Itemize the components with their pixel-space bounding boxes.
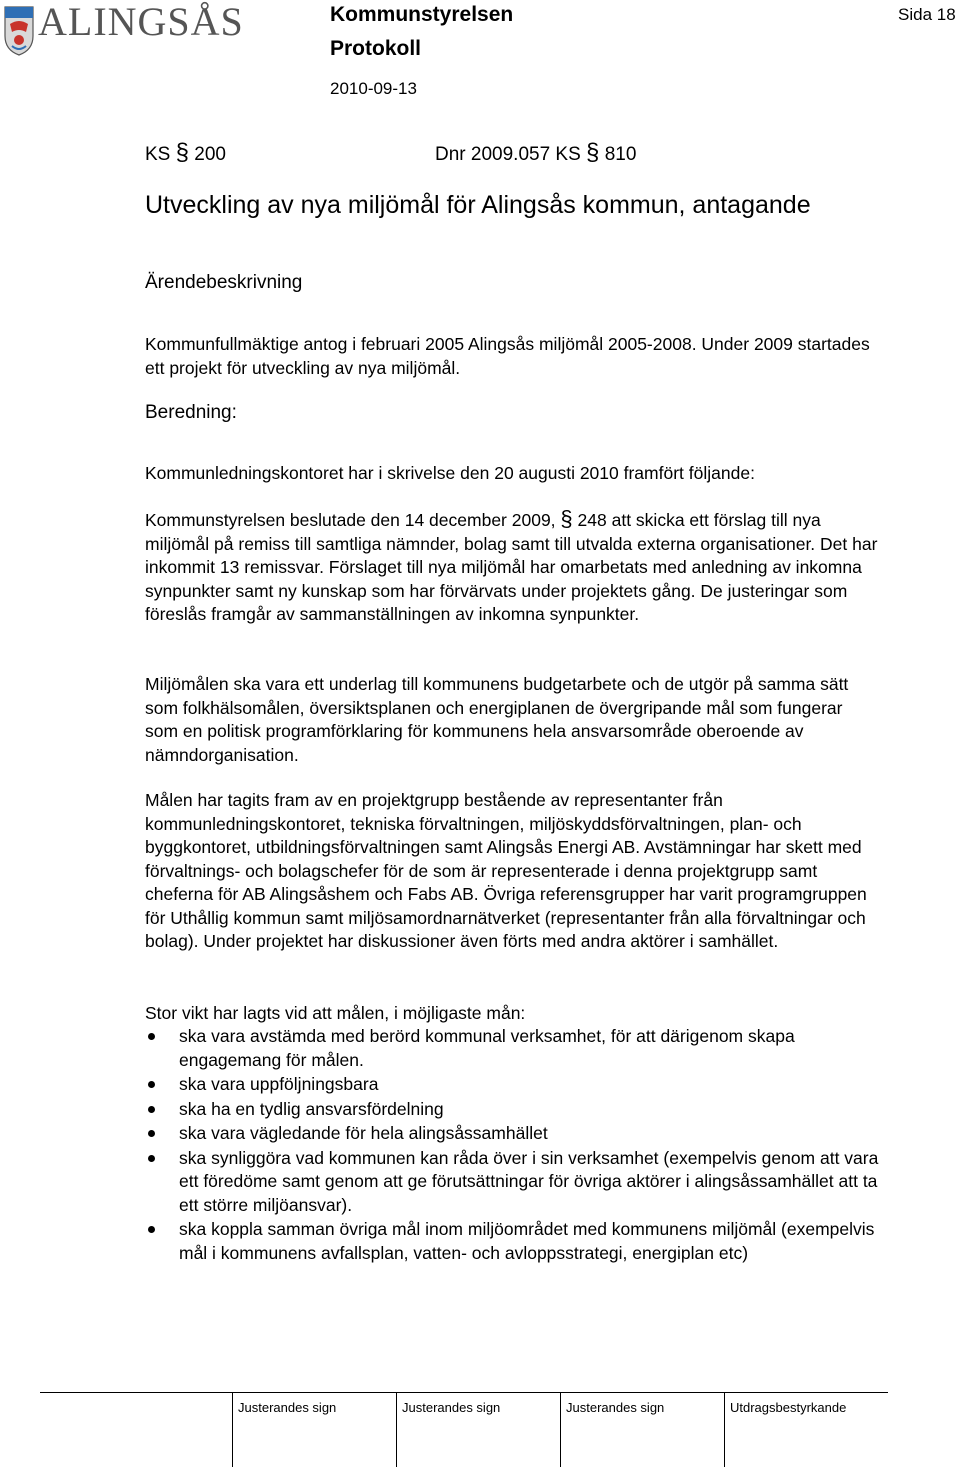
footer-divider <box>40 1392 888 1393</box>
section-heading-arendebeskrivning: Ärendebeskrivning <box>145 272 303 293</box>
footer-sign-3: Justerandes sign <box>566 1400 665 1415</box>
coat-of-arms-icon <box>4 6 34 56</box>
section-sign-icon: § <box>175 139 189 166</box>
list-item: ska vara uppföljningsbara <box>145 1073 890 1097</box>
list-item: ska synliggöra vad kommunen kan råda över i sin verksamhet (exempelvis genom att vara ett föredöme samt genom att ge förutsättningar för övriga aktörer i alingsåssamhället att ta ett större miljöansvar). <box>145 1147 890 1218</box>
paragraph-2 <box>145 506 880 627</box>
list-item: ska vara avstämda med berörd kommunal verksamhet, för att därigenom skapa engagemang för målen. <box>145 1025 890 1072</box>
section-heading-beredning: Beredning: <box>145 402 237 423</box>
paragraph-5: Stor vikt har lagts vid att målen, i möjligaste mån: <box>145 1003 526 1023</box>
dnr-code: 810 <box>604 144 637 165</box>
goals-list <box>145 1025 890 1266</box>
footer-column-divider <box>232 1392 233 1467</box>
header-doc-type: Protokoll <box>330 37 422 60</box>
logo-wordmark: ALINGSÅS <box>38 0 244 44</box>
paragraph-2-start: Kommunstyrelsen beslutade den 14 december 2009, <box>145 510 556 530</box>
dnr-reference <box>435 139 637 166</box>
paragraph-2-rest: 248 att skicka ett förslag till nya miljömål på remiss till samtliga nämnder, bolag samt till utvalda externa organisationer. Det har inkommit 13 remissvar. Förslaget till nya miljömål har omarbetats med anledning av inkomna synpunkter samt ny kunskap som har förvärvats under projektets gång. De justeringar som föreslås framgår av sammanställningen av inkomna synpunkter. <box>145 510 878 624</box>
paragraph-3: Miljömålen ska vara ett underlag till kommunens budgetarbete och de utgör på samma sätt som folkhälsomålen, översiktsplanen och energiplanen de övergripande mål som fungerar som en politisk programförklaring för kommunens hela ansvarsområde oberoende av nämndorganisation. <box>145 674 849 765</box>
footer-column-divider <box>560 1392 561 1467</box>
page-title: Utveckling av nya miljömål för Alingsås kommun, antagande <box>145 191 811 219</box>
list-item: ska koppla samman övriga mål inom miljöområdet med kommunens miljömål (exempelvis mål i kommunens avfallsplan, vatten- och avloppsstrategi, energiplan etc) <box>145 1218 890 1265</box>
page-number: Sida 18 <box>898 5 956 24</box>
ks-prefix: KS <box>145 144 171 165</box>
ks-reference <box>145 139 226 166</box>
paragraph-intro: Kommunfullmäktige antog i februari 2005 Alingsås miljömål 2005-2008. Under 2009 startades ett projekt för utveckling av nya miljömål. <box>145 334 870 378</box>
footer-sign-2: Justerandes sign <box>402 1400 501 1415</box>
section-sign-icon: § <box>560 506 573 531</box>
alingsas-logo <box>0 0 265 60</box>
list-item: ska ha en tydlig ansvarsfördelning <box>145 1098 890 1122</box>
ks-number: 200 <box>194 144 226 165</box>
footer-column-divider <box>396 1392 397 1467</box>
paragraph-4: Målen har tagits fram av en projektgrupp bestående av representanter från kommunledningskontoret, tekniska förvaltningen, miljöskyddsförvaltningen, plan- och byggkontoret, utbildningsförvaltningen samt Alingsås Energi AB. Avstämningar har skett med förvaltnings- och bolagschefer för de som är representerade i denna projektgrupp samt cheferna för AB Alingsåshem och Fabs AB. Övriga referensgrupper har varit programgruppen för Uthållig kommun samt miljösamordnarnätverket (representanter från alla förvaltningar och bolag). Under projektet har diskussioner även förts med andra aktörer i samhället. <box>145 790 867 951</box>
footer-sign-1: Justerandes sign <box>238 1400 337 1415</box>
header-org: Kommunstyrelsen <box>330 3 514 26</box>
section-sign-icon: § <box>586 139 600 166</box>
dnr-number: Dnr 2009.057 KS <box>435 144 581 165</box>
footer-utdrag: Utdragsbestyrkande <box>730 1400 847 1415</box>
header-date: 2010-09-13 <box>330 79 417 98</box>
paragraph-1: Kommunledningskontoret har i skrivelse den 20 augusti 2010 framfört följande: <box>145 463 755 483</box>
list-item: ska vara vägledande för hela alingsåssamhället <box>145 1122 890 1146</box>
footer-column-divider <box>724 1392 725 1467</box>
